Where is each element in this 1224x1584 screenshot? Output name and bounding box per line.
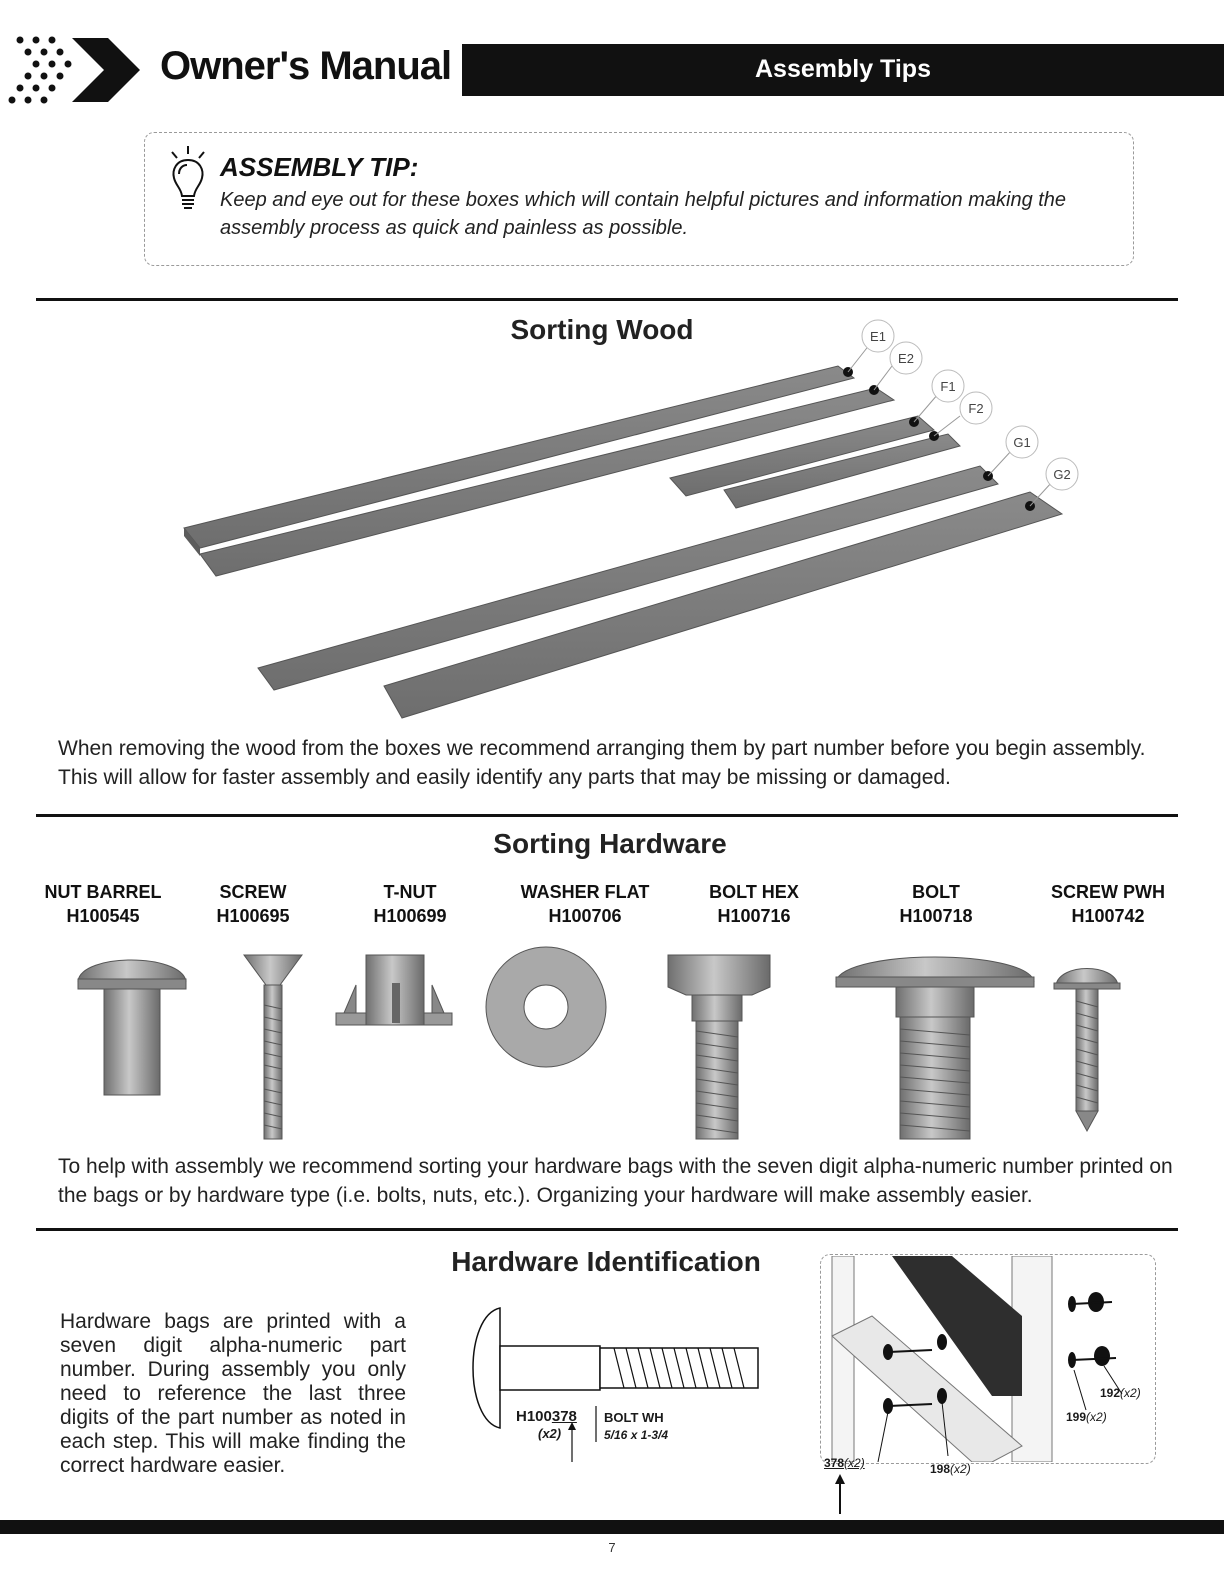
- screw-icon: [244, 955, 302, 1139]
- bolt-size: 5/16 x 1-3/4: [604, 1428, 669, 1442]
- hardware-item-washer-flat: [505, 880, 665, 928]
- hardware-code: H100699: [373, 906, 447, 926]
- callout-192: [1100, 1386, 1141, 1400]
- hardware-code: H100716: [717, 906, 791, 926]
- section-divider: [36, 814, 1178, 817]
- wood-pieces-illustration: [170, 318, 1090, 728]
- screw-pwh-icon: [1054, 969, 1120, 1132]
- callout-378-num: 378: [824, 1456, 845, 1470]
- t-nut-icon: [336, 955, 452, 1025]
- callout-label-g2: G2: [1053, 467, 1071, 482]
- hardware-illustrations: [0, 945, 1224, 1145]
- hardware-item-screw-pwh: [1028, 880, 1188, 928]
- footer-bar: [0, 1520, 1224, 1534]
- hardware-name: BOLT HEX: [709, 882, 799, 902]
- bolt-part-number: [516, 1408, 577, 1425]
- bolt-part-prefix: H100: [516, 1408, 552, 1425]
- assembly-detail-illustration: [822, 1256, 1154, 1462]
- hardware-code: H100718: [899, 906, 973, 926]
- callout-199-num: 199: [1066, 1410, 1087, 1424]
- hardware-item-nut-barrel: [23, 880, 183, 928]
- hardware-name: WASHER FLAT: [520, 882, 650, 902]
- lightbulb-icon: [168, 146, 208, 212]
- hardware-code: H100545: [66, 906, 140, 926]
- callout-198-qty: (x2): [950, 1462, 971, 1476]
- hardware-name: T-NUT: [383, 882, 437, 902]
- callout-378-qty: (x2): [844, 1456, 865, 1470]
- washer-icon: [486, 947, 606, 1067]
- bolt-part-suffix: 378: [551, 1408, 577, 1425]
- nut-barrel-icon: [78, 960, 186, 1095]
- callout-198-num: 198: [930, 1462, 951, 1476]
- section-header-bar: [462, 44, 1224, 96]
- callout-199-qty: (x2): [1086, 1410, 1107, 1424]
- sorting-wood-title: Sorting Wood: [510, 314, 694, 345]
- callout-192-num: 192: [1100, 1386, 1121, 1400]
- hardware-name: SCREW PWH: [1051, 882, 1165, 902]
- hardware-item-screw: [173, 880, 333, 928]
- hardware-code: H100695: [216, 906, 290, 926]
- callout-label-f1: F1: [940, 379, 956, 394]
- bolt-quantity: (x2): [538, 1426, 562, 1441]
- page-number: 7: [608, 1540, 616, 1555]
- hardware-name: SCREW: [219, 882, 287, 902]
- sorting-hardware-title: Sorting Hardware: [493, 828, 727, 859]
- callout-label-g1: G1: [1013, 435, 1031, 450]
- section-header-title: Assembly Tips: [754, 55, 931, 83]
- hardware-code: H100742: [1071, 906, 1145, 926]
- callout-label-e1: E1: [870, 329, 886, 344]
- logo-arrow-icon: [6, 34, 146, 108]
- hardware-identification-title: Hardware Identification: [451, 1246, 761, 1277]
- tip-title: ASSEMBLY TIP:: [220, 152, 419, 182]
- callout-192-qty: (x2): [1120, 1386, 1141, 1400]
- bolt-icon: [836, 957, 1034, 1139]
- hardware-identification-text: Hardware bags are printed with a seven digit alpha-numeric part number. During assembly you only need to reference the last three digits of the part number as noted in each step. This will make finding the correct hardware easier.: [60, 1310, 406, 1477]
- callout-198: [930, 1462, 971, 1476]
- sorting-hardware-text: To help with assembly we recommend sorting your hardware bags with the seven digit alpha-numeric number printed on the bags or by hardware type (i.e. bolts, nuts, etc.). Organizing your hardware will make assembly easier.: [58, 1155, 1173, 1207]
- hardware-name: NUT BARREL: [44, 882, 162, 902]
- tip-text: Keep and eye out for these boxes which will contain helpful pictures and information making the assembly process as quick and painless as possible.: [220, 189, 1067, 239]
- hardware-code: H100706: [548, 906, 622, 926]
- bolt-hex-icon: [668, 955, 770, 1139]
- brand-title: Owner's Manual: [160, 44, 452, 88]
- callout-199: [1066, 1410, 1107, 1424]
- bolt-type: BOLT WH: [604, 1410, 664, 1425]
- section-divider: [36, 1228, 1178, 1231]
- callout-378: [824, 1456, 865, 1470]
- callout-label-f2: F2: [968, 401, 984, 416]
- sorting-wood-text: When removing the wood from the boxes we recommend arranging them by part number before you begin assembly. This will allow for faster assembly and easily identify any parts that may be missing or damaged.: [58, 737, 1146, 789]
- hardware-item-bolt-hex: [674, 880, 834, 928]
- hardware-item-t-nut: [330, 880, 490, 928]
- callout-label-e2: E2: [898, 351, 914, 366]
- hardware-name: BOLT: [912, 882, 960, 902]
- section-divider: [36, 298, 1178, 301]
- hardware-item-bolt: [856, 880, 1016, 928]
- up-arrow-icon: [830, 1472, 850, 1516]
